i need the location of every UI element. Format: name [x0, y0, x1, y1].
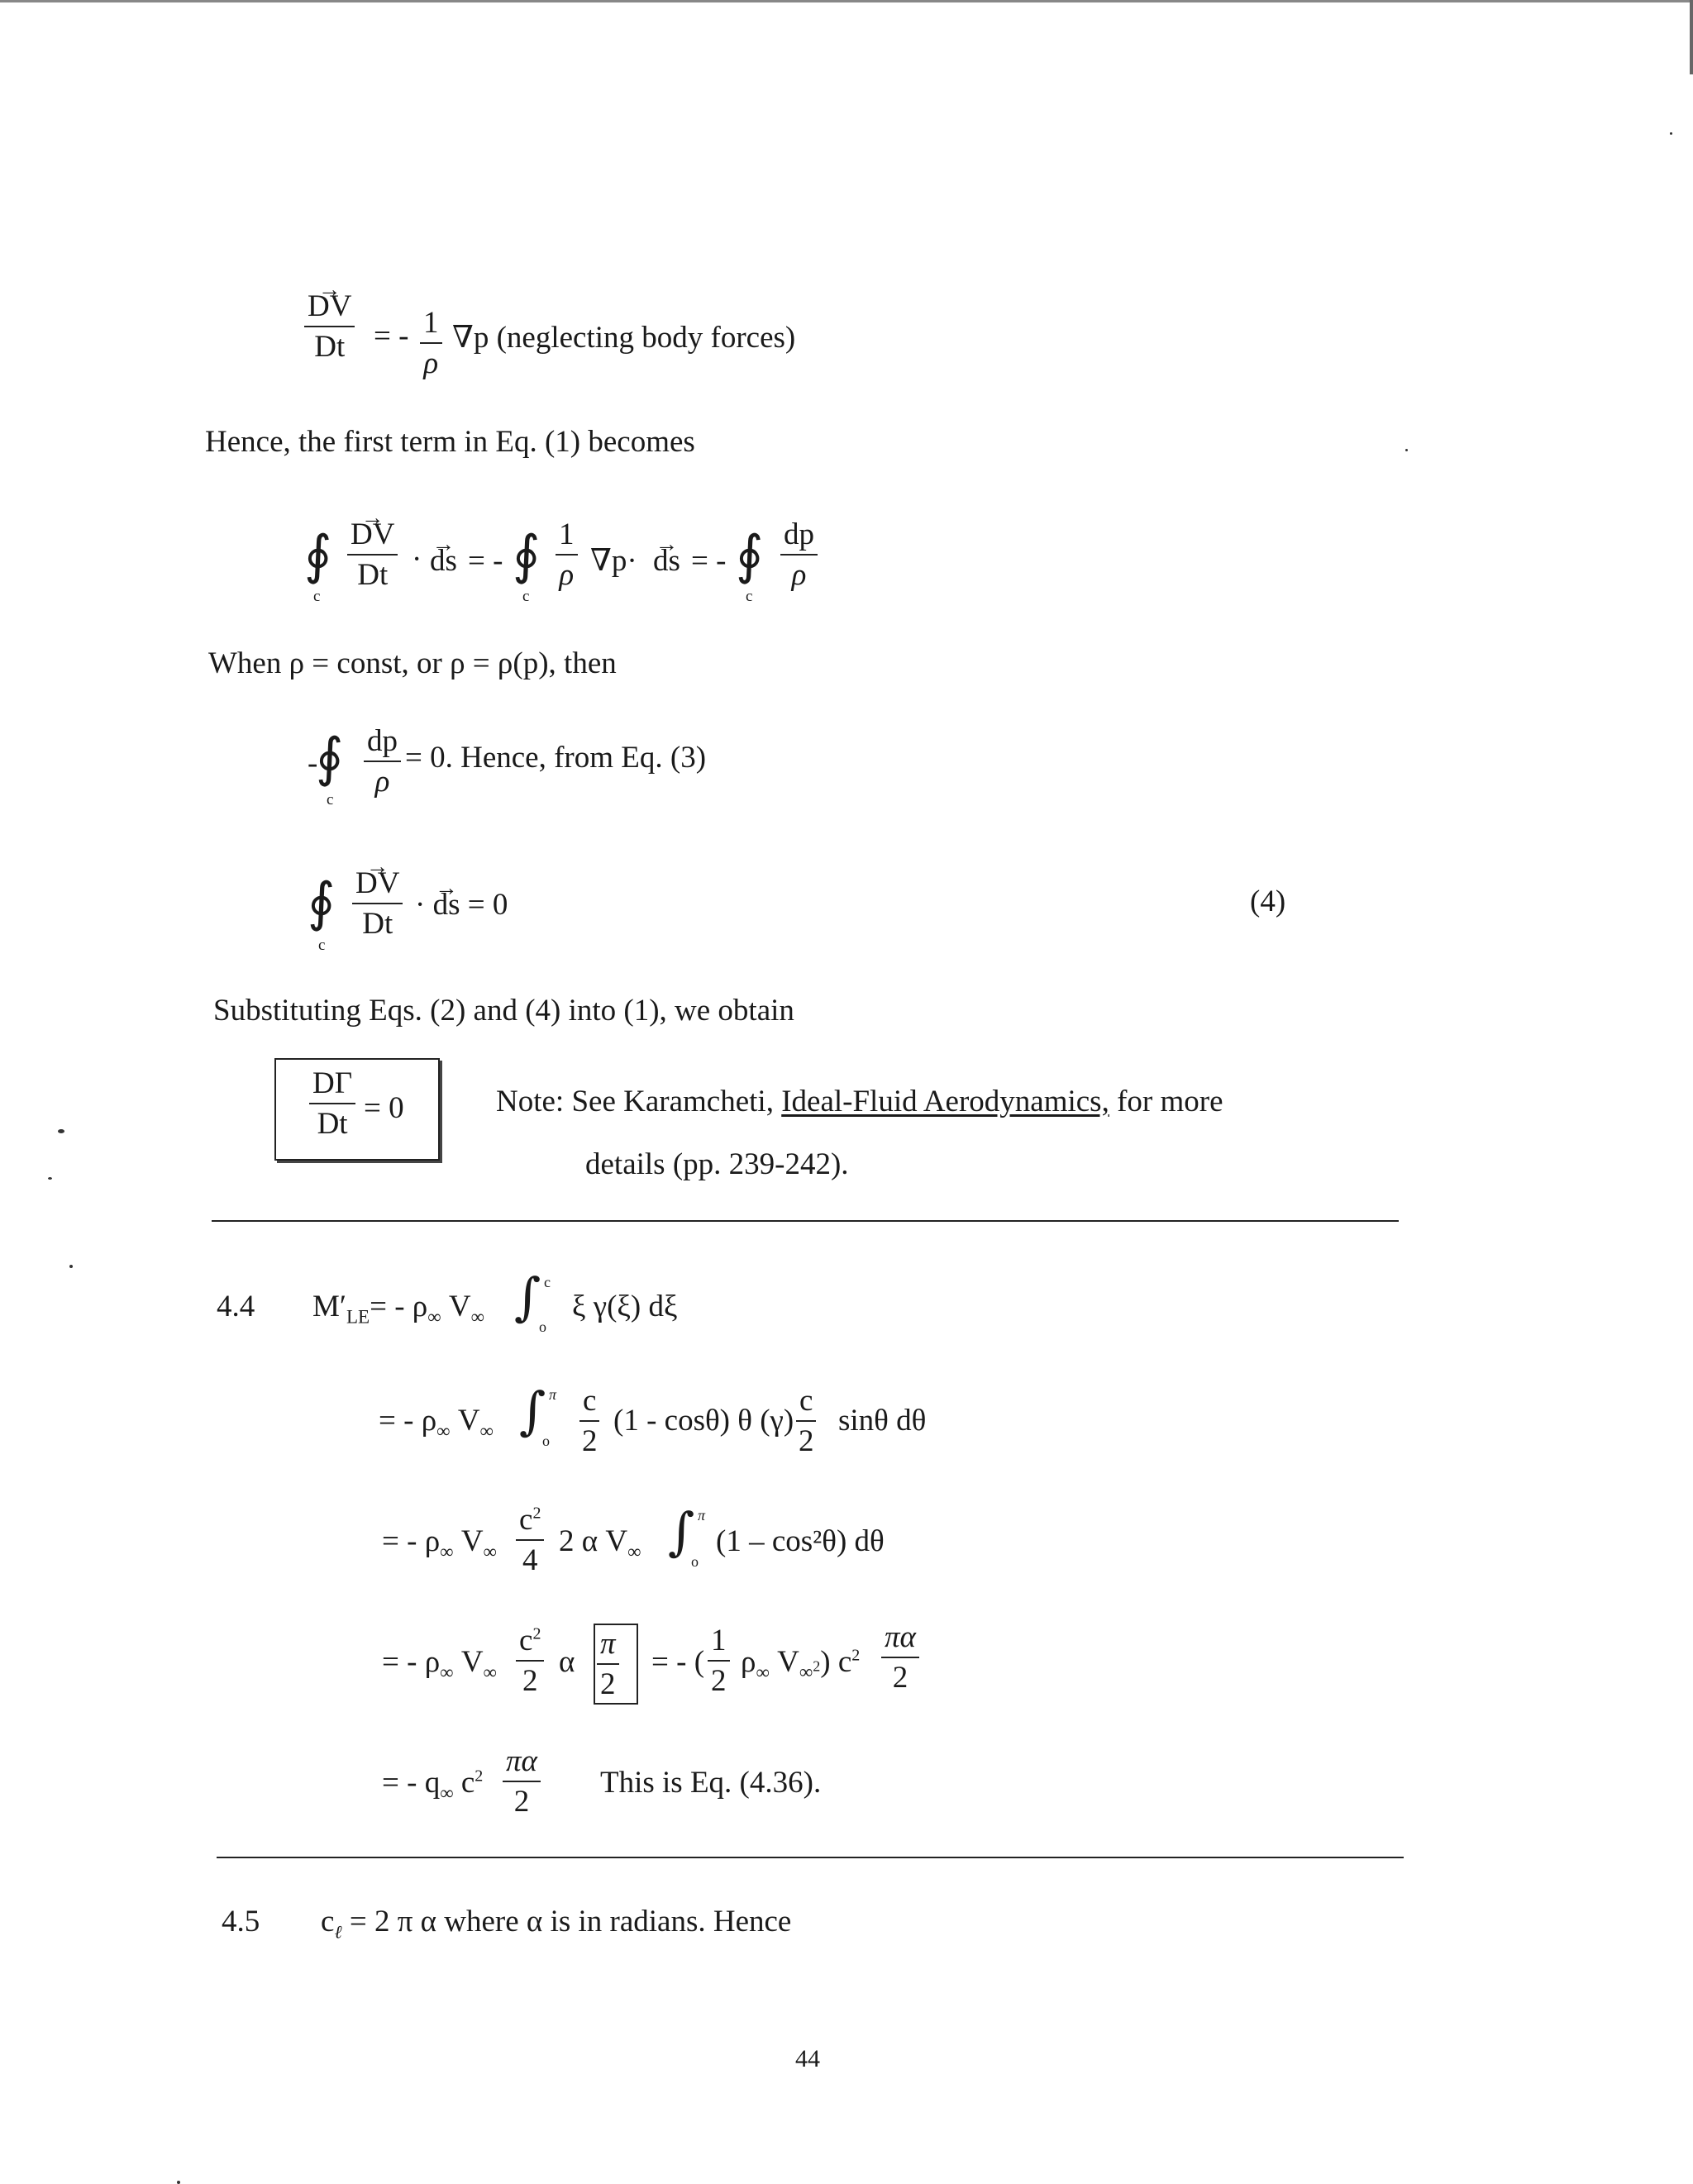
- two-denominator: 2: [522, 1664, 538, 1698]
- note-suffix: for more: [1109, 1085, 1223, 1118]
- velocity-symbol: V: [450, 1404, 480, 1438]
- page-number: 44: [795, 2045, 820, 2072]
- rho-denominator: ρ: [791, 558, 807, 592]
- scan-speck: [177, 2181, 180, 2184]
- lower-limit: o: [542, 1433, 550, 1449]
- infinity-subscript: ∞: [440, 1782, 454, 1804]
- lift-slope-text: = 2 π α where α is in radians. Hence: [341, 1905, 792, 1938]
- equals-q: = - q: [382, 1766, 441, 1800]
- scan-speck: [48, 1177, 52, 1180]
- c-numerator: c: [796, 1385, 816, 1422]
- integral-icon: ∫: [668, 1501, 695, 1562]
- grad-p: ∇p·: [590, 544, 637, 578]
- contour-integral-icon: ∮: [304, 525, 332, 586]
- two-denominator: 2: [582, 1424, 598, 1458]
- four-denominator: 4: [522, 1543, 538, 1577]
- scan-speck: [1670, 132, 1672, 135]
- one-numerator: 1: [556, 519, 578, 556]
- infinity-subscript: ∞: [479, 1420, 494, 1442]
- lift-subscript: ℓ: [334, 1921, 342, 1943]
- paragraph-hence: Hence, the first term in Eq. (1) becomes: [205, 425, 695, 459]
- scan-edge-top: [0, 0, 1693, 2]
- alpha: α: [559, 1645, 575, 1679]
- section-divider: [212, 1220, 1399, 1222]
- c-numerator: c: [579, 1385, 599, 1422]
- contour-label: c: [313, 588, 321, 605]
- infinity-subscript: ∞: [440, 1541, 454, 1562]
- dt-denominator: Dt: [362, 907, 393, 941]
- cos-squared-theta: (1 – cos²θ) dθ: [716, 1524, 885, 1558]
- dgamma-numerator: DΓ: [309, 1068, 355, 1104]
- contour-integral-icon: ∮: [513, 525, 541, 586]
- infinity-subscript: ∞: [627, 1541, 641, 1562]
- c-symbol: c: [453, 1766, 475, 1800]
- upper-limit: π: [549, 1386, 557, 1403]
- rho: ρ: [741, 1645, 756, 1679]
- pi-alpha: πα: [881, 1622, 919, 1658]
- two-denominator: 2: [892, 1661, 908, 1695]
- velocity-symbol: V: [769, 1645, 799, 1679]
- dp-numerator: dp: [364, 726, 401, 762]
- scan-speck: [1405, 449, 1408, 451]
- integral-icon: ∫: [514, 1266, 541, 1327]
- scan-speck: [58, 1129, 64, 1133]
- pi-numerator: π: [597, 1628, 619, 1665]
- equals-zero: = 0: [364, 1091, 404, 1125]
- equals-minus-paren: = - (: [651, 1645, 705, 1679]
- lift-coefficient: c: [321, 1905, 335, 1938]
- velocity-symbol: V: [453, 1524, 484, 1558]
- equation-number-4: (4): [1250, 885, 1286, 918]
- problem-number: 4.5: [222, 1905, 260, 1938]
- infinity-subscript: ∞: [756, 1662, 770, 1683]
- note-prefix: Note: See Karamcheti,: [496, 1085, 782, 1118]
- infinity-subscript: ∞: [799, 1662, 813, 1683]
- book-title: Ideal-Fluid Aerodynamics,: [781, 1085, 1109, 1118]
- rho-denominator: ρ: [559, 558, 575, 592]
- moment-symbol: M′: [312, 1290, 346, 1323]
- contour-integral-icon: ∮: [316, 727, 344, 789]
- note-line1: [496, 1086, 1223, 1117]
- contour-label: c: [327, 791, 334, 808]
- cos-theta-gamma: (1 - cosθ) θ (γ): [613, 1404, 794, 1438]
- dp-numerator: dp: [780, 519, 818, 556]
- equals-rho: = - ρ: [382, 1645, 441, 1679]
- lower-limit: o: [691, 1553, 699, 1570]
- ds-vector: → ds: [433, 889, 460, 920]
- contour-label: c: [746, 588, 753, 605]
- infinity-subscript: ∞: [483, 1662, 497, 1683]
- dv-numerator: → DV: [308, 291, 351, 322]
- equation-reference: This is Eq. (4.36).: [600, 1766, 822, 1800]
- dot-operator: ·: [412, 542, 422, 576]
- infinity-subscript: ∞: [483, 1541, 497, 1562]
- velocity-symbol: V: [441, 1290, 471, 1323]
- equals-rho: = - ρ: [370, 1290, 428, 1323]
- equals-minus: = -: [374, 319, 409, 353]
- equals-minus: = -: [691, 544, 727, 578]
- dt-denominator: Dt: [317, 1107, 348, 1141]
- equals-rho: = - ρ: [382, 1524, 441, 1558]
- two-alpha-v: 2 α V: [559, 1524, 628, 1558]
- moment-subscript: LE: [346, 1306, 370, 1328]
- dv-numerator: → DV: [351, 519, 394, 550]
- scan-speck: [69, 1265, 73, 1268]
- c-squared: c: [519, 1503, 533, 1537]
- two-denominator: 2: [513, 1785, 530, 1819]
- dt-denominator: Dt: [314, 330, 346, 364]
- sin-theta: sinθ dθ: [838, 1404, 927, 1438]
- infinity-subscript: ∞: [436, 1420, 451, 1442]
- scan-edge-right: [1690, 0, 1693, 74]
- dv-numerator: → DV: [355, 868, 399, 899]
- contour-integral-icon: ∮: [736, 525, 764, 586]
- minus-sign: -: [308, 746, 318, 780]
- paragraph-substituting: Substituting Eqs. (2) and (4) into (1), we obtain: [213, 994, 794, 1028]
- contour-label: c: [318, 937, 326, 954]
- note-line2: details (pp. 239-242).: [585, 1147, 849, 1181]
- contour-label: c: [522, 588, 530, 605]
- c-squared: c: [519, 1624, 533, 1657]
- equals-minus: = -: [468, 544, 503, 578]
- contour-integral-icon: ∮: [308, 872, 336, 933]
- one-numerator: 1: [708, 1625, 730, 1662]
- equals-rho: = - ρ: [379, 1404, 437, 1438]
- boxed-result: [274, 1058, 440, 1161]
- hence-from-eq3: = 0. Hence, from Eq. (3): [405, 741, 707, 775]
- two-denominator: 2: [711, 1664, 727, 1698]
- paragraph-when-rho: When ρ = const, or ρ = ρ(p), then: [208, 646, 617, 680]
- dt-denominator: Dt: [357, 558, 389, 592]
- infinity-subscript: ∞: [470, 1306, 485, 1328]
- ds-vector: → ds: [653, 546, 680, 576]
- infinity-subscript: ∞: [427, 1306, 441, 1328]
- two-denominator: 2: [600, 1667, 616, 1701]
- one-numerator: 1: [420, 308, 442, 344]
- rho-denominator: ρ: [374, 765, 390, 799]
- lower-limit: o: [539, 1319, 546, 1335]
- two-denominator: 2: [799, 1424, 814, 1458]
- upper-limit: π: [698, 1507, 706, 1524]
- upper-limit: c: [544, 1274, 551, 1290]
- velocity-symbol: V: [453, 1645, 484, 1679]
- section-divider: [217, 1857, 1404, 1858]
- rho-denominator: ρ: [423, 346, 439, 380]
- close-paren-c: ) c: [820, 1645, 852, 1679]
- ds-vector: → ds: [430, 546, 457, 576]
- infinity-subscript: ∞: [440, 1662, 454, 1683]
- grad-p-text: ∇p (neglecting body forces): [452, 321, 796, 355]
- integrand: ξ γ(ξ) dξ: [572, 1290, 678, 1323]
- problem-number: 4.4: [217, 1290, 255, 1323]
- dot-operator: ·: [415, 888, 426, 922]
- pi-alpha: πα: [503, 1746, 541, 1782]
- integral-icon: ∫: [519, 1380, 546, 1441]
